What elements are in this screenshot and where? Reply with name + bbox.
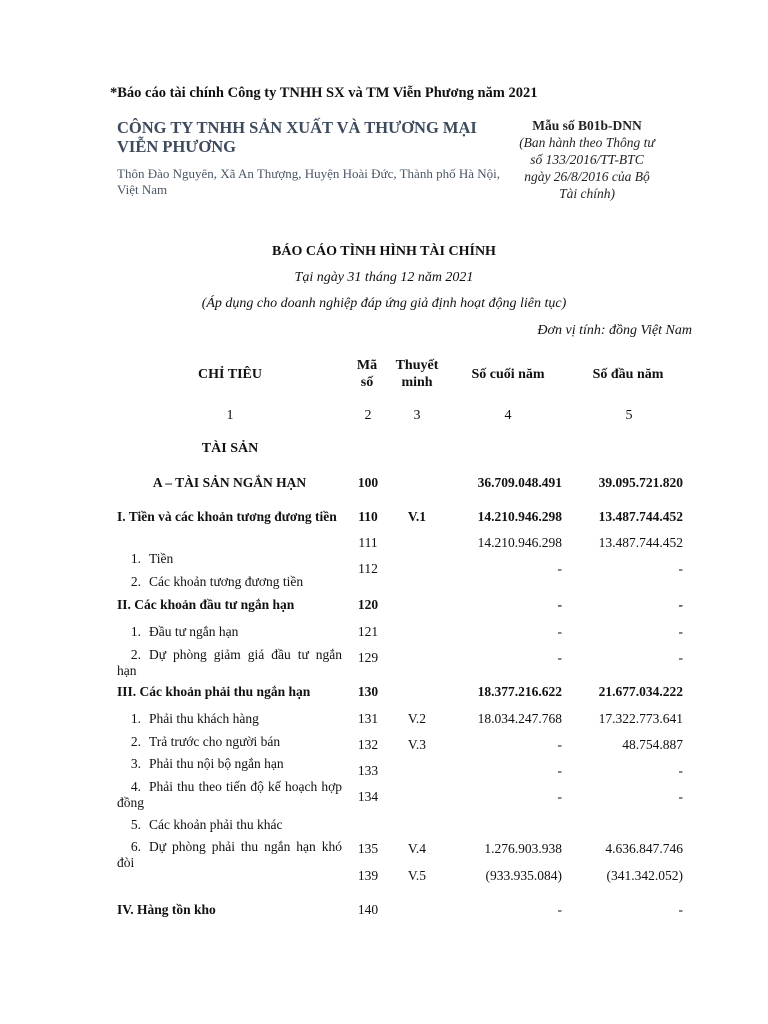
item-number: 2. bbox=[130, 734, 141, 749]
row-code: 130 bbox=[357, 684, 379, 699]
row-code: 133 bbox=[357, 763, 379, 778]
company-name: CÔNG TY TNHH SẢN XUẤT VÀ THƯƠNG MẠI VIỄN PHƯƠNG bbox=[117, 118, 477, 156]
row-end-value: - bbox=[557, 561, 562, 576]
row-begin-value: 13.487.744.452 bbox=[598, 535, 683, 550]
row-end-value: - bbox=[557, 597, 562, 612]
row-code: 135 bbox=[357, 841, 379, 856]
row-end-value: (933.935.084) bbox=[485, 868, 562, 883]
row-label-short-term-receivables: III. Các khoản phải thu ngắn hạn bbox=[117, 684, 311, 699]
item-text: Phải thu khách hàng bbox=[149, 711, 259, 726]
row-begin-value: - bbox=[678, 902, 683, 917]
item-text: Đầu tư ngắn hạn bbox=[149, 624, 239, 639]
row-code: 110 bbox=[358, 509, 378, 524]
row-end-value: - bbox=[557, 624, 562, 639]
column-number: 1 bbox=[226, 408, 234, 423]
header-beginning-of-year: Số đầu năm bbox=[592, 367, 664, 382]
row-begin-value: - bbox=[678, 597, 683, 612]
row-code: 112 bbox=[358, 561, 378, 576]
form-info bbox=[518, 117, 656, 202]
header-end-of-year: Số cuối năm bbox=[471, 367, 545, 382]
item-text: Dự phòng phải thu ngắn hạn khó đòi bbox=[117, 839, 342, 870]
row-begin-value: - bbox=[678, 789, 683, 804]
row-end-value: 18.034.247.768 bbox=[477, 711, 562, 726]
row-label-investment-provision bbox=[117, 647, 342, 679]
row-label-internal-receivables bbox=[117, 756, 284, 772]
section-title-assets: TÀI SẢN bbox=[201, 441, 259, 456]
row-label-contract-receivables bbox=[117, 779, 342, 811]
row-label-cash-item bbox=[117, 551, 173, 567]
report-apply-note: (Áp dụng cho doanh nghiệp đáp ứng giả định hoạt động liên tục) bbox=[201, 296, 567, 311]
row-begin-value: 39.095.721.820 bbox=[598, 475, 683, 490]
item-text: Dự phòng giảm giá đầu tư ngắn hạn bbox=[117, 647, 342, 678]
item-number: 4. bbox=[130, 779, 141, 794]
row-begin-value: - bbox=[678, 561, 683, 576]
row-begin-value: - bbox=[678, 650, 683, 665]
row-begin-value: 17.322.773.641 bbox=[598, 711, 683, 726]
item-number: 1. bbox=[130, 711, 141, 726]
item-text: Phải thu nội bộ ngắn hạn bbox=[149, 756, 284, 771]
report-date: Tại ngày 31 tháng 12 năm 2021 bbox=[294, 270, 474, 285]
row-code: 134 bbox=[357, 789, 379, 804]
row-code: 131 bbox=[357, 711, 379, 726]
company-address: Thôn Đào Nguyên, Xã An Thượng, Huyện Hoài Đức, Thành phố Hà Nội, Việt Nam bbox=[117, 166, 500, 197]
row-begin-value: 48.754.887 bbox=[622, 737, 683, 752]
item-number: 3. bbox=[130, 756, 141, 771]
column-number: 2 bbox=[364, 408, 372, 423]
row-end-value: 36.709.048.491 bbox=[477, 475, 562, 490]
row-code: 111 bbox=[358, 535, 378, 550]
row-code: 121 bbox=[357, 624, 379, 639]
row-end-value: - bbox=[557, 737, 562, 752]
row-code: 120 bbox=[357, 597, 379, 612]
column-number: 4 bbox=[504, 408, 512, 423]
row-note: V.3 bbox=[407, 737, 427, 752]
row-label-doubtful-provision bbox=[117, 839, 342, 871]
row-begin-value: (341.342.052) bbox=[606, 868, 683, 883]
row-end-value: 18.377.216.622 bbox=[477, 684, 562, 699]
row-begin-value: 4.636.847.746 bbox=[605, 841, 683, 856]
item-number: 1. bbox=[130, 624, 141, 639]
row-end-value: - bbox=[557, 763, 562, 778]
top-note: *Báo cáo tài chính Công ty TNHH SX và TM Viễn Phương năm 2021 bbox=[110, 85, 538, 101]
row-end-value: 14.210.946.298 bbox=[477, 535, 562, 550]
row-label-current-assets: A – TÀI SẢN NGẮN HẠN bbox=[152, 475, 307, 490]
row-code: 129 bbox=[357, 650, 379, 665]
item-text: Các khoản tương đương tiền bbox=[149, 574, 304, 589]
row-end-value: - bbox=[557, 650, 562, 665]
header-code: Mã số bbox=[356, 358, 378, 390]
item-number: 1. bbox=[130, 551, 141, 566]
row-end-value: 1.276.903.938 bbox=[484, 841, 562, 856]
row-label-investment-item bbox=[117, 624, 238, 640]
row-begin-value: 21.677.034.222 bbox=[598, 684, 683, 699]
row-label-short-term-investments: II. Các khoản đầu tư ngắn hạn bbox=[117, 597, 295, 612]
row-label-prepayments bbox=[117, 734, 280, 750]
row-code: 100 bbox=[357, 475, 379, 490]
row-label-other-receivables bbox=[117, 817, 282, 833]
form-note: (Ban hành theo Thông tư số 133/2016/TT-BTC ngày 26/8/2016 của Bộ Tài chính) bbox=[519, 135, 655, 201]
row-end-value: - bbox=[557, 902, 562, 917]
item-text: Tiền bbox=[149, 551, 174, 566]
row-label-cash: I. Tiền và các khoản tương đương tiền bbox=[117, 509, 337, 524]
item-number: 2. bbox=[130, 647, 141, 662]
row-note: V.1 bbox=[407, 509, 427, 524]
row-note: V.5 bbox=[407, 868, 427, 883]
report-title: BÁO CÁO TÌNH HÌNH TÀI CHÍNH bbox=[272, 244, 496, 259]
currency-unit: Đơn vị tính: đồng Việt Nam bbox=[537, 323, 692, 338]
item-number: 6. bbox=[130, 839, 141, 854]
header-note: Thuyết minh bbox=[395, 358, 439, 390]
row-label-cash-equivalents bbox=[117, 574, 303, 590]
header-item: CHỈ TIÊU bbox=[198, 367, 262, 382]
row-begin-value: - bbox=[678, 763, 683, 778]
item-number: 2. bbox=[130, 574, 141, 589]
row-end-value: 14.210.946.298 bbox=[477, 509, 562, 524]
row-code: 139 bbox=[357, 868, 379, 883]
column-number: 3 bbox=[413, 408, 421, 423]
row-note: V.4 bbox=[407, 841, 427, 856]
item-text: Các khoản phải thu khác bbox=[149, 817, 283, 832]
row-code: 132 bbox=[357, 737, 379, 752]
row-code: 140 bbox=[357, 902, 379, 917]
row-begin-value: 13.487.744.452 bbox=[598, 509, 683, 524]
item-text: Trả trước cho người bán bbox=[149, 734, 281, 749]
row-label-inventory: IV. Hàng tồn kho bbox=[117, 902, 216, 917]
row-end-value: - bbox=[557, 789, 562, 804]
row-label-customer-receivables bbox=[117, 711, 259, 727]
item-text: Phải thu theo tiến độ kế hoạch hợp đồng bbox=[117, 779, 342, 810]
form-code: Mẫu số B01b-DNN bbox=[532, 118, 642, 133]
item-number: 5. bbox=[130, 817, 141, 832]
column-number: 5 bbox=[625, 408, 633, 423]
row-note: V.2 bbox=[407, 711, 427, 726]
row-begin-value: - bbox=[678, 624, 683, 639]
